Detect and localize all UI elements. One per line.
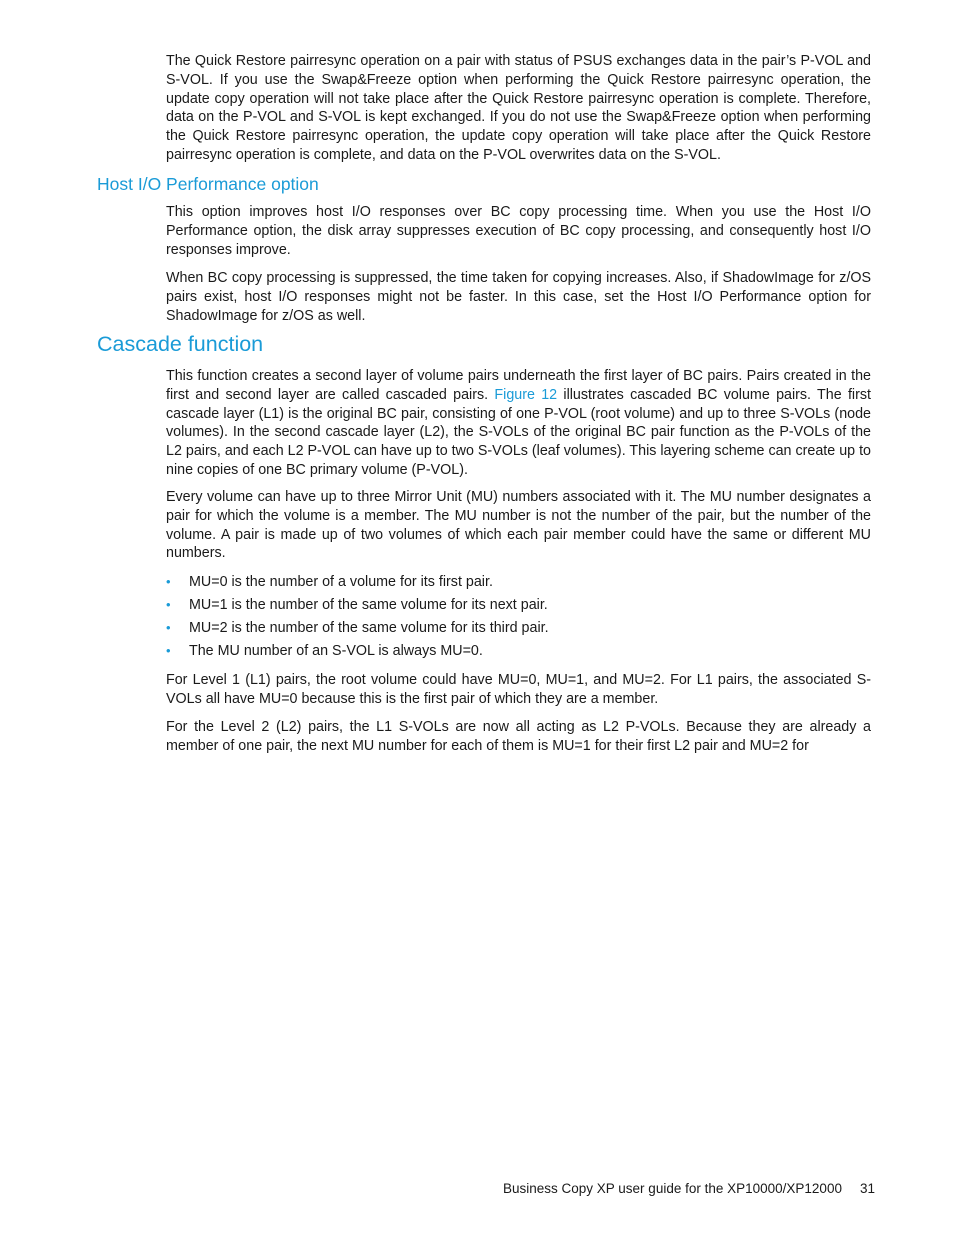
figure-12-link[interactable]: Figure 12 — [494, 386, 558, 403]
bullet-text: MU=1 is the number of the same volume for its next pair. — [189, 597, 548, 613]
page-number: 31 — [859, 1181, 875, 1196]
mu-bullet-list — [166, 573, 871, 665]
cascade-paragraph-1 — [166, 367, 871, 480]
host-io-heading: Host I/O Performance option — [97, 174, 319, 194]
cascade-paragraph-2: Every volume can have up to three Mirror Unit (MU) numbers associated with it. The MU number designates a pair for which the volume is a member. The MU number is not the number of the pair, but the number of the volume. A pair is made up of two volumes of which each pair member could have the same or different MU numbers. — [166, 489, 871, 562]
list-item — [166, 573, 871, 596]
level1-paragraph: For Level 1 (L1) pairs, the root volume could have MU=0, MU=1, and MU=2. For L1 pairs, the associated S-VOLs all have MU=0 because this is the first pair of which they are a member. — [166, 672, 871, 707]
host-io-paragraph-1: This option improves host I/O responses over BC copy processing time. When you use the Host I/O Performance option, the disk array suppresses execution of BC copy processing, and consequently host I/O responses improve. — [166, 204, 871, 258]
level2-paragraph: For the Level 2 (L2) pairs, the L1 S-VOLs are now all acting as L2 P-VOLs. Because they are already a member of one pair, the next MU number for each of them is MU=1 for their first L2 pair and MU=2 for — [166, 719, 871, 754]
bullet-text: MU=0 is the number of a volume for its first pair. — [189, 574, 493, 590]
bullet-text: The MU number of an S-VOL is always MU=0. — [189, 643, 483, 659]
bullet-icon: • — [166, 574, 171, 589]
cascade-text-after: illustrates cascaded BC volume pairs. The first cascade layer (L1) is the original BC pair, consisting of one P-VOL (root volume) and up to three S-VOLs (node volumes). In the second cascade layer (L2), the S-VOLs of the original BC pair function as the P-VOLs of the L2 pairs, and each L2 P-VOL can have up to two S-VOLs (leaf volumes). This layering scheme can create up to nine copies of one BC primary volume (P-VOL). — [166, 386, 871, 478]
list-item — [166, 619, 871, 642]
list-item — [166, 642, 871, 665]
list-item — [166, 596, 871, 619]
bullet-icon: • — [166, 620, 171, 635]
footer-title: Business Copy XP user guide for the XP10000/XP12000 — [502, 1181, 842, 1196]
page-footer — [503, 1180, 875, 1198]
bullet-text: MU=2 is the number of the same volume for its third pair. — [189, 620, 549, 636]
cascade-heading: Cascade function — [97, 332, 264, 356]
cascade-text-before: This function creates a second layer of volume pairs underneath the first layer of BC pairs. Pairs created in the first and second layer are called cascaded pairs. — [166, 368, 871, 403]
host-io-paragraph-2: When BC copy processing is suppressed, the time taken for copying increases. Also, if ShadowImage for z/OS pairs exist, host I/O responses might not be faster. In this case, set the Host I/O Performance option for ShadowImage for z/OS as well. — [166, 270, 871, 324]
bullet-icon: • — [166, 597, 171, 612]
quick-restore-paragraph: The Quick Restore pairresync operation on a pair with status of PSUS exchanges data in the pair’s P-VOL and S-VOL. If you use the Swap&Freeze option when performing the Quick Restore pairresync operation, the update copy operation will not take place after the Quick Restore pairresync operation is complete. Therefore, data on the P-VOL and S-VOL is kept exchanged. If you do not use the Swap&Freeze option when performing the Quick Restore pairresync operation, the update copy operation will take place after the Quick Restore pairresync operation is complete, and data on the P-VOL overwrites data on the S-VOL. — [166, 53, 871, 163]
bullet-icon: • — [166, 643, 171, 658]
